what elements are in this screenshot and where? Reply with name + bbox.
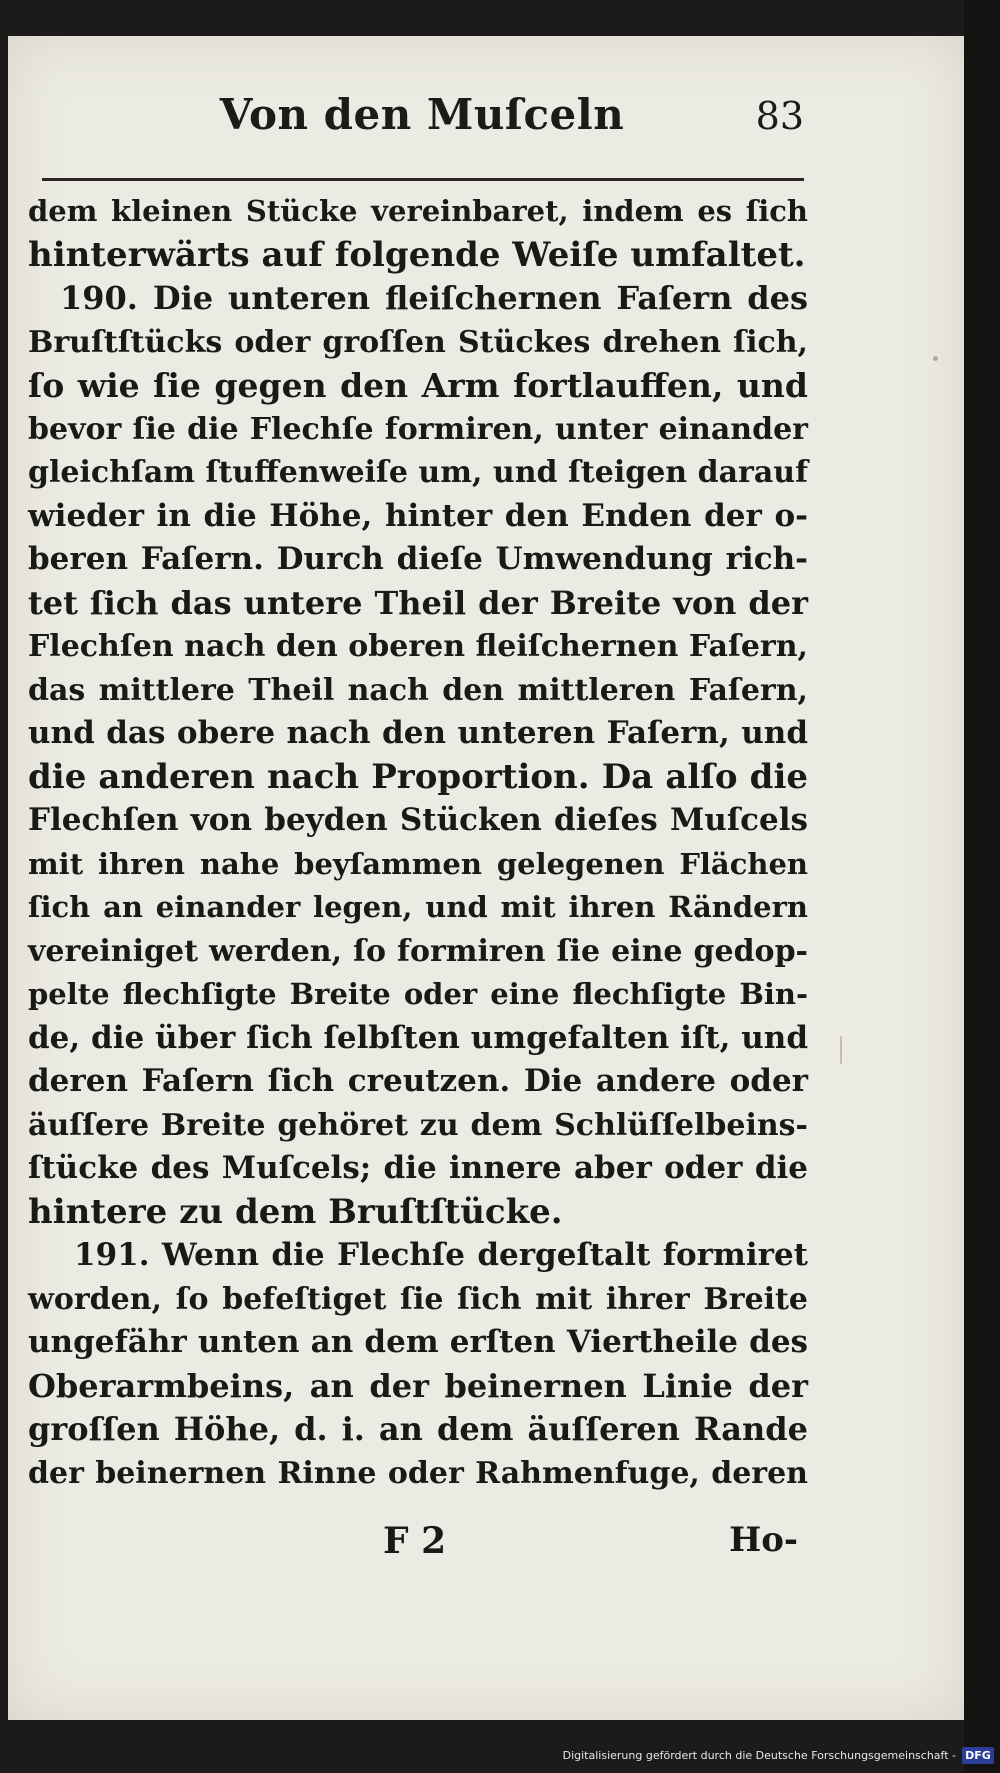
text-line: tet ſich das untere Theil der Breite von der	[28, 583, 808, 622]
text-line: groſſen Höhe, d. i. an dem äuſſeren Rande	[28, 1410, 808, 1448]
text-line: Flechſen von beyden Stücken dieſes Muſcels	[28, 802, 808, 838]
text-line: wieder in die Höhe, hinter den Enden der o-	[28, 497, 808, 534]
text-line: und das obere nach den unteren Faſern, und	[28, 715, 808, 751]
text-line: beren Faſern. Durch dieſe Umwendung rich-	[28, 541, 808, 577]
text-line: de, die über ſich ſelbſten umgefalten iſt, und	[28, 1019, 808, 1056]
text-line: ſich an einander legen, und mit ihren Rändern	[28, 890, 808, 924]
text-line: bevor ſie die Flechſe formiren, unter einander	[28, 411, 808, 447]
text-line: Oberarmbeins, an der beinernen Linie der	[28, 1366, 808, 1405]
text-line: äuſſere Breite gehöret zu dem Schlüſſelbeins-	[28, 1107, 808, 1143]
running-title: Von den Muſceln	[219, 90, 625, 139]
text-line: pelte flechſigte Breite oder eine flechſigte Bin-	[28, 977, 808, 1011]
text-line: die anderen nach Proportion. Da alſo die	[28, 756, 808, 797]
text-line: ſtücke des Muſcels; die innere aber oder die	[28, 1150, 808, 1186]
text-line: vereiniget werden, ſo formiren ſie eine gedop-	[28, 933, 808, 969]
paper-spot	[840, 1036, 842, 1064]
credit-bar	[0, 1739, 1000, 1773]
text-line: hintere zu dem Bruſtſtücke.	[28, 1191, 563, 1232]
text-line: ſo wie ſie gegen den Arm fortlauffen, und	[28, 366, 808, 405]
text-line: ungefähr unten an dem erſten Viertheile des	[28, 1324, 808, 1360]
paper-spot	[933, 356, 938, 361]
text-line: das mittlere Theil nach den mittleren Faſern,	[28, 672, 808, 708]
text-line: Bruſtſtücks oder groſſen Stückes drehen ſich,	[28, 324, 808, 360]
credit-text: Digitalisierung gefördert durch die Deutsche Forschungsgemeinschaft -	[562, 1749, 956, 1762]
text-line: Flechſen nach den oberen fleiſchernen Faſern,	[28, 629, 808, 664]
signature-mark: F 2	[383, 1520, 447, 1562]
text-line: der beinernen Rinne oder Rahmenfuge, deren	[28, 1455, 808, 1491]
text-line: deren Faſern ſich creutzen. Die andere oder	[28, 1063, 808, 1099]
text-line: worden, ſo befeſtiget ſie ſich mit ihrer Breite	[28, 1281, 808, 1317]
text-line: hinterwärts auf folgende Weiſe umfaltet.	[28, 234, 806, 275]
text-line: dem kleinen Stücke vereinbaret, indem es ſich	[28, 194, 808, 228]
text-line: 191. Wenn die Flechſe dergeſtalt formiret	[74, 1237, 808, 1273]
text-line: 190. Die unteren fleiſchernen Faſern des	[60, 279, 808, 317]
header-rule	[42, 178, 804, 181]
text-line: mit ihren nahe beyſammen gelegenen Flächen	[28, 846, 808, 881]
body-text	[28, 190, 808, 1495]
scanner-frame	[964, 0, 1000, 1773]
page-header	[42, 90, 802, 186]
dfg-logo: DFG	[962, 1747, 994, 1764]
page-footer	[28, 1520, 808, 1570]
page-number: 83	[755, 94, 804, 138]
text-line: gleichſam ſtuffenweiſe um, und ſteigen darauf	[28, 455, 808, 490]
catchword: Ho-	[729, 1520, 798, 1560]
